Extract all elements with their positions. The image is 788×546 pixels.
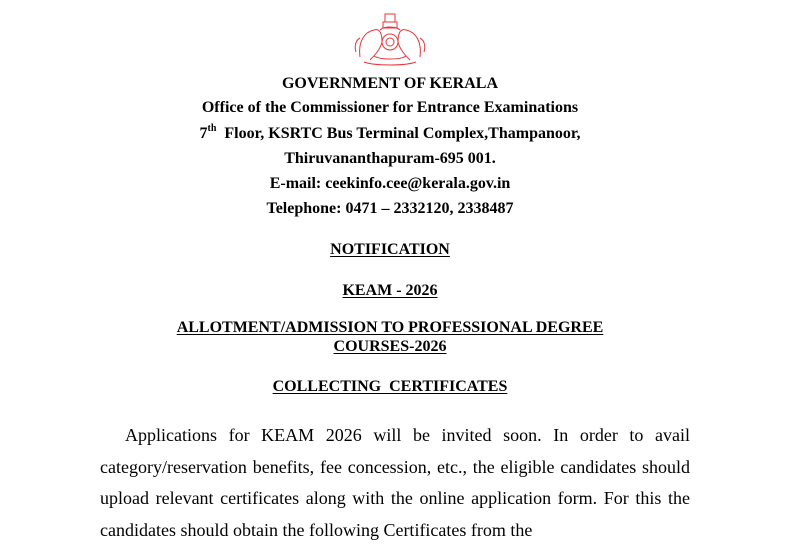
- office-name: Office of the Commissioner for Entrance Examinations: [201, 99, 579, 116]
- address-line-1: [0, 124, 780, 144]
- floor-number: 7: [199, 125, 208, 142]
- address-text: Floor, KSRTC Bus Terminal Complex,Thampanoor,: [224, 125, 581, 142]
- subject-line-1: ALLOTMENT/ADMISSION TO PROFESSIONAL DEGREE: [176, 319, 604, 336]
- government-title: GOVERNMENT OF KERALA: [281, 75, 498, 92]
- kerala-emblem-icon: [350, 12, 430, 68]
- floor-suffix: th: [207, 123, 217, 134]
- address-line-2: Thiruvananthapuram-695 001.: [284, 150, 496, 167]
- email: E-mail: ceekinfo.cee@kerala.gov.in: [269, 175, 511, 192]
- notification-heading: NOTIFICATION: [330, 241, 450, 258]
- subject-line-2: COURSES-2026: [333, 338, 447, 355]
- topic-heading: COLLECTING CERTIFICATES: [272, 378, 508, 395]
- exam-heading: KEAM - 2026: [342, 282, 438, 299]
- body-paragraph: Applications for KEAM 2026 will be invited soon. In order to avail category/reservation benefits, fee concession, etc., the eligible candidates should upload relevant certificates along with the online application form. For this the candidates should obtain the following Certificates from the: [100, 425, 690, 540]
- telephone: Telephone: 0471 – 2332120, 2338487: [266, 200, 514, 217]
